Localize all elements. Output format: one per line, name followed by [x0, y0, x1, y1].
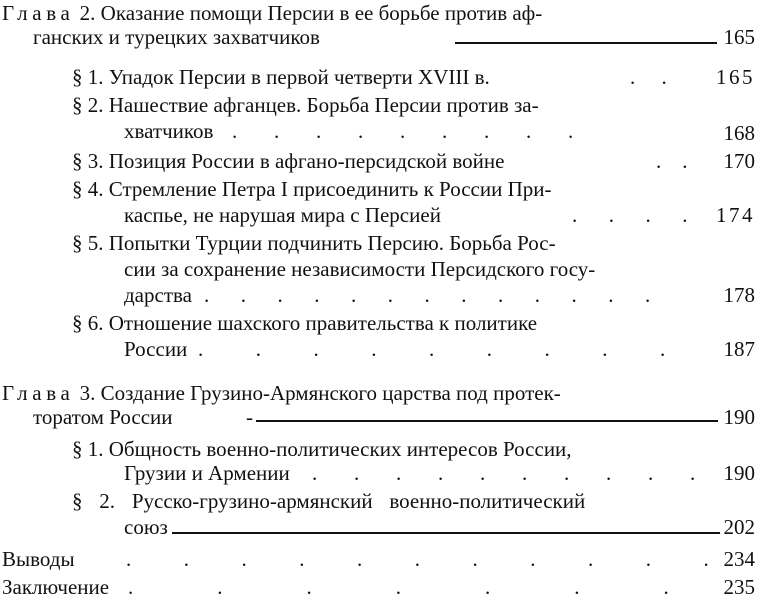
section-2-5-leader: . . . . . . . . . . . . . — [204, 283, 651, 307]
section-3-2-leader-rule — [172, 532, 720, 534]
conclusions-label: Выводы — [2, 547, 75, 571]
section-3-1-line1: § 1. Общность военно-политических интересов России, — [72, 437, 572, 461]
section-2-1-leader: . . — [630, 65, 667, 89]
chapter-2-title-line1: 2. Оказание помощи Персии в ее борьбе против аф- — [79, 1, 543, 25]
section-2-4-line2: каспье, не нарушая мира с Персией — [124, 203, 441, 227]
section-2-3-page: 170 — [723, 149, 755, 173]
chapter-3-page: 190 — [723, 405, 755, 429]
section-3-2-line1 — [72, 488, 585, 514]
conclusions-page: 234 — [723, 547, 755, 571]
conclusions-leader: . . . . . . . . . . . — [126, 547, 709, 571]
chapter-3-dash: - — [246, 405, 253, 429]
section-2-3: § 3. Позиция России в афгано-персидской войне — [72, 149, 505, 173]
section-2-2-leader: . . . . . . . . . — [232, 119, 574, 143]
section-3-1-page: 190 — [723, 461, 755, 485]
section-2-1-page: 165 — [715, 65, 755, 89]
chapter-2-word: Глава — [2, 1, 75, 25]
final-page: 235 — [723, 575, 755, 599]
chapter-3-leader-rule — [256, 420, 718, 422]
section-2-5-line3: дарства — [124, 283, 192, 307]
chapter-2-heading — [2, 0, 542, 26]
section-2-1: § 1. Упадок Персии в первой четверти XVIII в. — [72, 65, 490, 89]
section-2-2-page: 168 — [723, 121, 755, 145]
section-2-3-leader: . . — [656, 149, 688, 173]
section-2-6-page: 187 — [723, 337, 755, 361]
section-2-2-line1: § 2. Нашествие афганцев. Борьба Персии против за- — [72, 93, 539, 117]
section-3-2-line2: союз — [124, 515, 168, 539]
section-3-2-page: 202 — [723, 515, 755, 539]
section-2-4-line1: § 4. Стремление Петра I присоединить к России При- — [72, 177, 552, 201]
chapter-3-word: Глава — [2, 381, 75, 405]
section-2-5-line1: § 5. Попытки Турции подчинить Персию. Борьба Рос- — [72, 231, 556, 255]
section-2-4-page: 174 — [715, 203, 755, 227]
section-2-2-line2: хватчиков — [124, 119, 214, 143]
section-2-6-leader: . . . . . . . . . — [198, 337, 666, 361]
chapter-2-title-line2: ганских и турецких захватчиков — [33, 25, 320, 49]
chapter-2-page: 165 — [723, 25, 755, 49]
chapter-3-title-line1: 3. Создание Грузино-Армянского царства под протек- — [79, 381, 561, 405]
chapter-3-title-line2: торатом России — [33, 405, 173, 429]
chapter-3-heading — [2, 380, 561, 406]
section-2-5-page: 178 — [723, 283, 755, 307]
section-2-5-line2: сии за сохранение независимости Персидского госу- — [124, 257, 596, 281]
section-2-6-line1: § 6. Отношение шахского правительства к политике — [72, 311, 538, 335]
section-3-1-line2: Грузии и Армении — [124, 461, 290, 485]
final-label: Заключение — [2, 575, 110, 599]
final-leader: . . . . . . . — [128, 575, 669, 599]
section-3-1-leader: . . . . . . . . . . — [312, 461, 696, 485]
section-2-6-line2: России — [124, 337, 188, 361]
section-3-2-text: § 2. Русско-грузино-армянский военно-политический — [72, 489, 586, 513]
section-2-4-leader: . . . . . — [572, 203, 725, 227]
chapter-2-leader-rule — [455, 42, 717, 44]
